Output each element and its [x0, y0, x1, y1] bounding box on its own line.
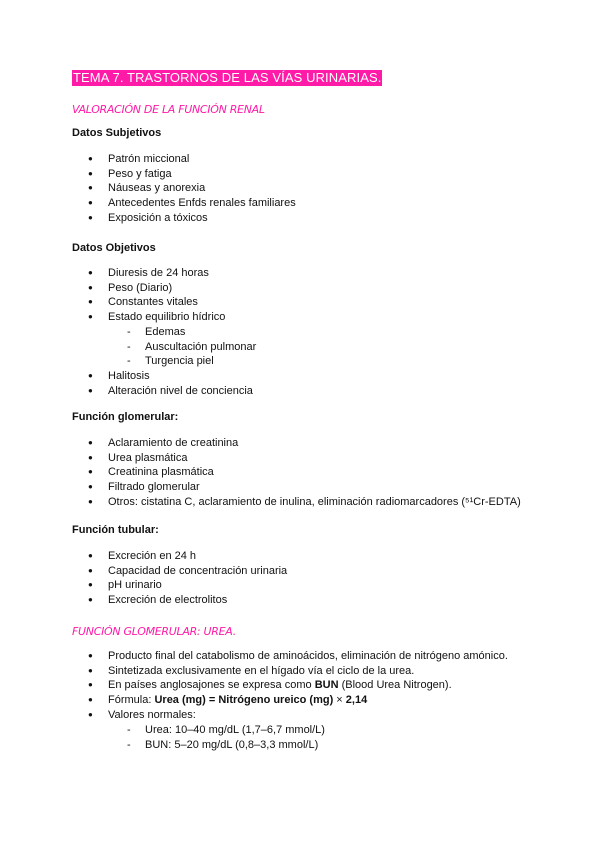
formula-label: Fórmula:	[108, 694, 155, 707]
list-item: ● Creatinina plasmática	[0, 465, 600, 480]
list-item: ● Otros: cistatina C, aclaramiento de inulina, eliminación radiomarcadores (⁵¹Cr-EDTA)	[0, 495, 600, 510]
list-item: ● pH urinario	[0, 578, 600, 593]
list-item: ● Capacidad de concentración urinaria	[0, 564, 600, 579]
bun-text-post: (Blood Urea Nitrogen).	[338, 679, 452, 692]
sub-list-item: - Urea: 10–40 mg/dL (1,7–6,7 mmol/L)	[0, 723, 600, 738]
subheading-tubular: Función tubular:	[72, 524, 159, 536]
sublist-hidrico	[0, 325, 600, 369]
list-item: ● Estado equilibrio hídrico	[0, 310, 600, 325]
sub-list-item: - Turgencia piel	[0, 354, 600, 369]
list-item: ● Peso (Diario)	[0, 281, 600, 296]
subheading-objetivos: Datos Objetivos	[72, 242, 156, 254]
list-item: ● Patrón miccional	[0, 152, 600, 167]
list-tubular	[0, 549, 600, 608]
list-item: ● Halitosis	[0, 369, 600, 384]
subheading-glomerular: Función glomerular:	[72, 411, 179, 423]
list-item	[0, 693, 600, 708]
page-title: TEMA 7. TRASTORNOS DE LAS VÍAS URINARIAS.	[73, 70, 382, 85]
list-objetivos	[0, 266, 600, 325]
section-heading-urea: FUNCIÓN GLOMERULAR: UREA.	[72, 625, 236, 638]
list-item: ● Urea plasmática	[0, 451, 600, 466]
sub-list-item: - Auscultación pulmonar	[0, 340, 600, 355]
list-item: ● Exposición a tóxicos	[0, 211, 600, 226]
formula-factor: 2,14	[345, 694, 368, 707]
list-item: ● Excreción de electrolitos	[0, 593, 600, 608]
sublist-valores	[0, 723, 600, 752]
list-item: ● Peso y fatiga	[0, 167, 600, 182]
formula-times: ×	[333, 694, 346, 707]
list-urea	[0, 649, 600, 722]
list-item: ● Náuseas y anorexia	[0, 181, 600, 196]
bun-text-pre: En países anglosajones se expresa como	[108, 679, 315, 692]
list-objetivos-cont	[0, 369, 600, 398]
list-item: ● Alteración nivel de conciencia	[0, 384, 600, 399]
bun-bold: BUN	[314, 679, 339, 692]
list-item: ● Filtrado glomerular	[0, 480, 600, 495]
list-subjetivos	[0, 152, 600, 225]
list-item: ● Sintetizada exclusivamente en el hígado vía el ciclo de la urea.	[0, 664, 600, 679]
list-item: ● Diuresis de 24 horas	[0, 266, 600, 281]
list-item: ● Aclaramiento de creatinina	[0, 436, 600, 451]
list-item: ● Antecedentes Enfds renales familiares	[0, 196, 600, 211]
formula-bold: Urea (mg) = Nitrógeno ureico (mg)	[154, 694, 334, 707]
list-item: ● Valores normales:	[0, 708, 600, 723]
list-glomerular	[0, 436, 600, 509]
list-item: ● Producto final del catabolismo de aminoácidos, eliminación de nitrógeno amónico.	[0, 649, 600, 664]
sub-list-item: - BUN: 5–20 mg/dL (0,8–3,3 mmol/L)	[0, 738, 600, 753]
section-heading-valoracion: VALORACIÓN DE LA FUNCIÓN RENAL	[72, 103, 265, 116]
subheading-subjetivos: Datos Subjetivos	[72, 127, 162, 139]
list-item: ● Excreción en 24 h	[0, 549, 600, 564]
list-item	[0, 678, 600, 693]
sub-list-item: - Edemas	[0, 325, 600, 340]
list-item: ● Constantes vitales	[0, 295, 600, 310]
